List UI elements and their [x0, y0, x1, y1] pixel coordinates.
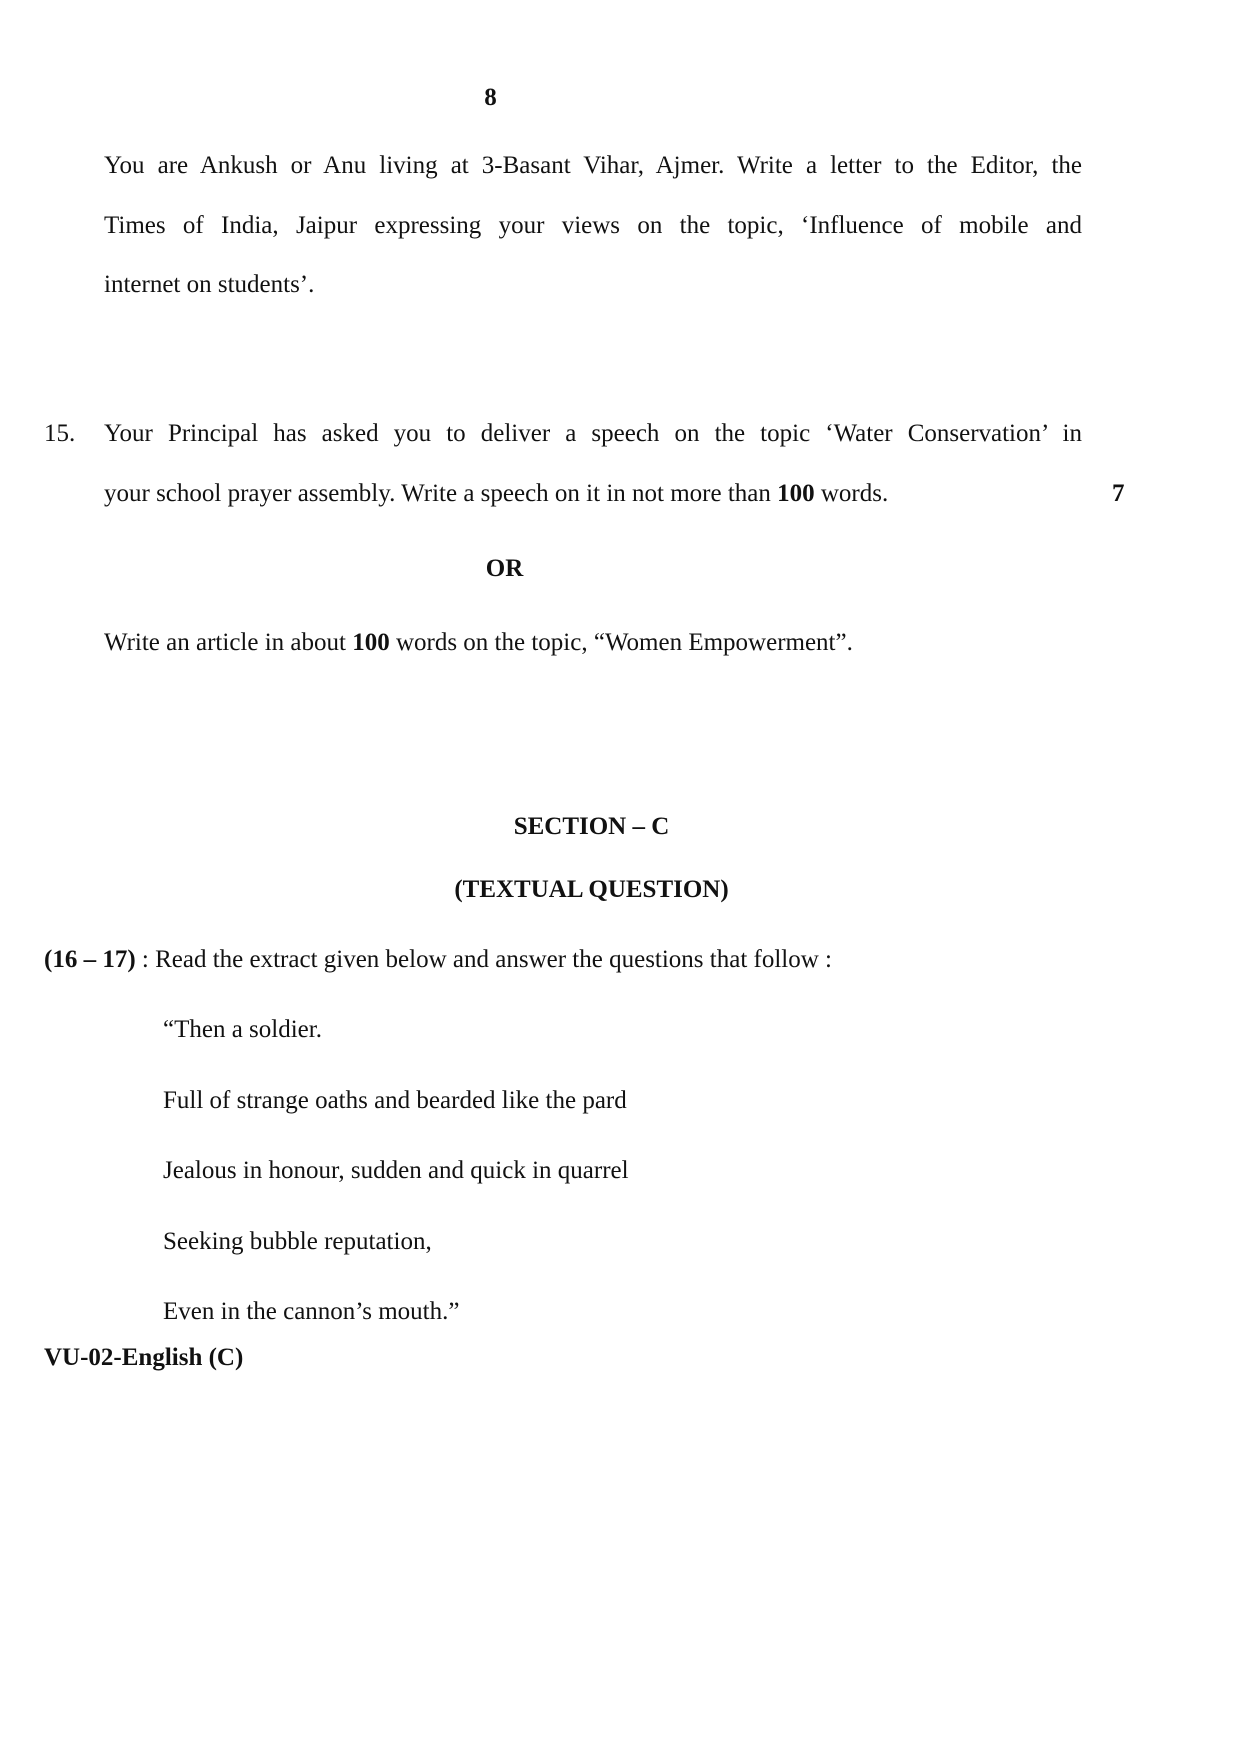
- q15-word-limit: 100: [777, 480, 815, 507]
- q16-17-instruction: [44, 946, 832, 974]
- q15-line-2-end: words.: [814, 480, 889, 507]
- q16-17-instruction-text: : Read the extract given below and answer the questions that follow :: [135, 946, 832, 973]
- extract-line-2: Full of strange oaths and bearded like the pard: [163, 1087, 627, 1114]
- paper-code: VU-02-English (C): [44, 1344, 244, 1371]
- q15-line-2-text: your school prayer assembly. Write a speech on it in not more than: [104, 480, 778, 507]
- page-number: 8: [484, 84, 497, 111]
- q14-line-1: You are Ankush or Anu living at 3-Basant Vihar, Ajmer. Write a letter to the Editor, the: [104, 152, 1082, 179]
- section-subtitle: (TEXTUAL QUESTION): [454, 876, 729, 903]
- q15-line-2: [104, 480, 888, 508]
- q15-alt-end: words on the topic, “Women Empowerment”.: [389, 629, 853, 656]
- extract-line-4: Seeking bubble reputation,: [163, 1228, 432, 1255]
- q15-line-1: Your Principal has asked you to deliver a speech on the topic ‘Water Conservation’ in: [104, 420, 1082, 447]
- q15-number: 15.: [44, 420, 76, 447]
- extract-line-5: Even in the cannon’s mouth.”: [163, 1298, 460, 1325]
- section-title: SECTION – C: [513, 813, 670, 840]
- extract-line-1: “Then a soldier.: [163, 1016, 322, 1043]
- q15-alt-word-limit: 100: [352, 629, 390, 656]
- q15-alt-text: Write an article in about: [104, 629, 353, 656]
- q14-line-2: Times of India, Jaipur expressing your views on the topic, ‘Influence of mobile and: [104, 212, 1082, 239]
- q14-line-3: internet on students’.: [104, 271, 315, 298]
- q15-marks: 7: [1112, 480, 1125, 507]
- q16-17-range: (16 – 17): [44, 946, 136, 973]
- or-label: OR: [485, 555, 524, 582]
- extract-line-3: Jealous in honour, sudden and quick in quarrel: [163, 1157, 629, 1184]
- q15-alternative: [104, 629, 853, 657]
